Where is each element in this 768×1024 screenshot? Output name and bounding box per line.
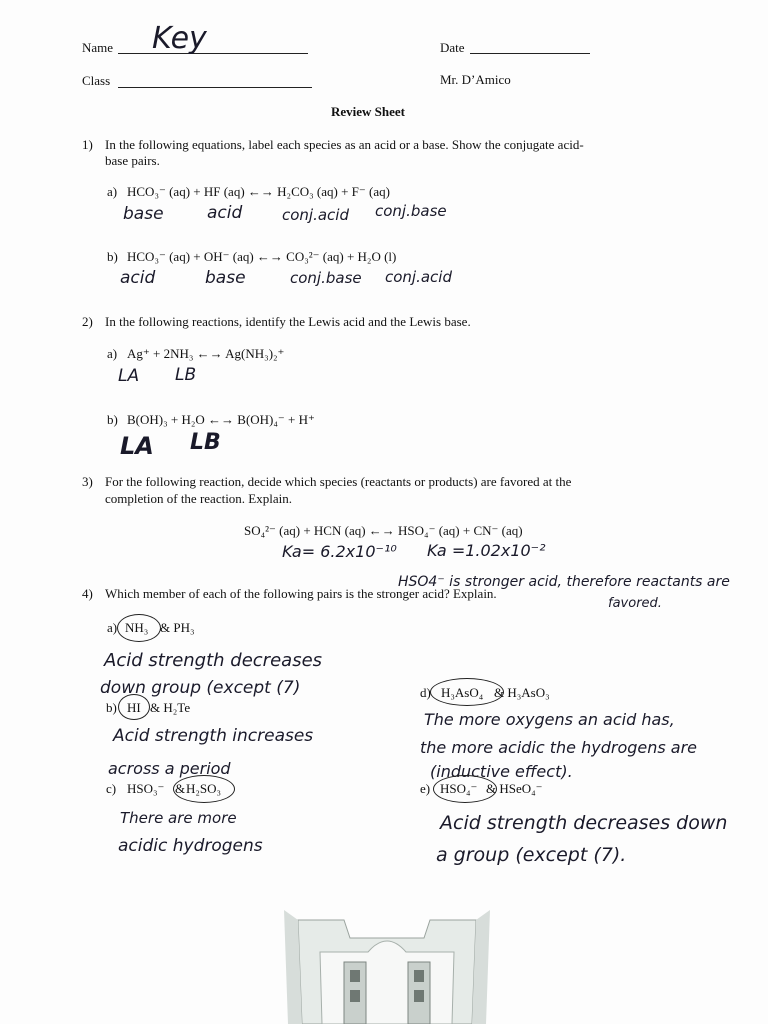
q2-number: 2) [82, 314, 93, 329]
q4a-answer-line1: Acid strength decreases [104, 650, 323, 671]
q4a-label: a) [107, 620, 118, 635]
q4-number: 4) [82, 586, 93, 601]
q1-number: 1) [82, 137, 93, 152]
q2a-answer-la: LA [118, 366, 140, 386]
name-value: Key [152, 21, 207, 56]
q4d-choice: H₃AsO₄ [441, 685, 484, 700]
q1a-equation: HCO₃⁻ (aq) + HF (aq) ←→ H₂CO₃ (aq) + F⁻ (aq) [127, 184, 390, 199]
q4c-amp: & [175, 781, 186, 796]
q2a-answer-lb: LB [175, 365, 197, 385]
q4-prompt: Which member of each of the following pairs is the stronger acid? Explain. [105, 586, 497, 601]
q2b-label: b) [107, 412, 118, 427]
q1b-answer-1: acid [120, 268, 156, 288]
q4d-answer-line3: (inductive effect). [430, 762, 573, 781]
q4c-answer-line2: acidic hydrogens [118, 836, 263, 856]
q3-prompt-line1: For the following reaction, decide which species (reactants or products) are favored at the [105, 474, 572, 489]
q3-prompt-line2: completion of the reaction. Explain. [105, 491, 292, 506]
q4e-answer-line1: Acid strength decreases down [440, 812, 728, 834]
q2a-equation: Ag⁺ + 2NH₃ ←→ Ag(NH₃)₂⁺ [127, 346, 285, 361]
q4b-answer-line2: across a period [108, 759, 231, 778]
q4d-answer-line1: The more oxygens an acid has, [424, 710, 675, 729]
q4e-choice: HSO₄⁻ [440, 781, 478, 796]
name-label: Name [82, 40, 114, 55]
q4e-answer-line2: a group (except (7). [436, 844, 627, 866]
q4d-pair: & H₃AsO₃ [494, 685, 550, 700]
q1-prompt-line1: In the following equations, label each species as an acid or a base. Show the conjugate acid- [105, 137, 584, 152]
q4a-pair: & PH₃ [160, 620, 195, 635]
q3-ka-left: Ka= 6.2x10⁻¹⁰ [282, 542, 397, 561]
teacher-name: Mr. D’Amico [440, 72, 511, 87]
q2b-answer-lb: LB [190, 430, 221, 455]
class-underline [118, 87, 312, 88]
scanner-clip-graphic [284, 910, 490, 1024]
q3-number: 3) [82, 474, 93, 489]
name-underline [118, 53, 308, 54]
q3-answer-line2: favored. [608, 596, 662, 611]
q3-ka-right: Ka =1.02x10⁻² [427, 541, 546, 560]
date-underline [470, 53, 590, 54]
q4c-label: c) [106, 781, 117, 796]
page-title: Review Sheet [331, 104, 406, 119]
q4b-pair: & H₂Te [150, 700, 191, 715]
q1b-equation: HCO₃⁻ (aq) + OH⁻ (aq) ←→ CO₃²⁻ (aq) + H₂O (l) [127, 249, 397, 264]
q2a-label: a) [107, 346, 118, 361]
q4c-answer-line1: There are more [120, 809, 237, 827]
class-label: Class [82, 73, 111, 88]
q1a-answer-4: conj.base [375, 202, 447, 220]
q4c-first: HSO₃⁻ [127, 781, 165, 796]
q4b-choice: HI [127, 700, 141, 715]
q1a-answer-1: base [123, 204, 164, 224]
q4d-answer-line2: the more acidic the hydrogens are [420, 738, 698, 757]
q2b-equation: B(OH)₃ + H₂O ←→ B(OH)₄⁻ + H⁺ [127, 412, 315, 427]
q2-prompt: In the following reactions, identify the Lewis acid and the Lewis base. [105, 314, 471, 329]
q4a-answer-line2: down group (except (7) [100, 678, 301, 698]
q1a-label: a) [107, 184, 118, 199]
q3-answer-line1: HSO4⁻ is stronger acid, therefore reactants are [398, 574, 730, 590]
q1b-answer-3: conj.base [290, 269, 362, 287]
q4d-label: d) [420, 685, 431, 700]
q1-prompt-line2: base pairs. [105, 153, 160, 168]
q1b-answer-2: base [205, 268, 246, 288]
q4b-label: b) [106, 700, 117, 715]
q1b-answer-4: conj.acid [385, 268, 452, 286]
q4e-label: e) [420, 781, 431, 796]
q2b-answer-la: LA [120, 432, 154, 460]
date-label: Date [440, 40, 465, 55]
q1b-label: b) [107, 249, 118, 264]
q4e-pair: & HSeO₄⁻ [486, 781, 543, 796]
q4a-choice: NH₃ [125, 620, 149, 635]
q1a-answer-3: conj.acid [282, 206, 349, 224]
q4c-choice: H₂SO₃ [186, 781, 222, 796]
q3-equation: SO₄²⁻ (aq) + HCN (aq) ←→ HSO₄⁻ (aq) + CN⁻ (aq) [244, 523, 523, 538]
q4b-answer-line1: Acid strength increases [113, 726, 314, 746]
q1a-answer-2: acid [207, 203, 243, 223]
